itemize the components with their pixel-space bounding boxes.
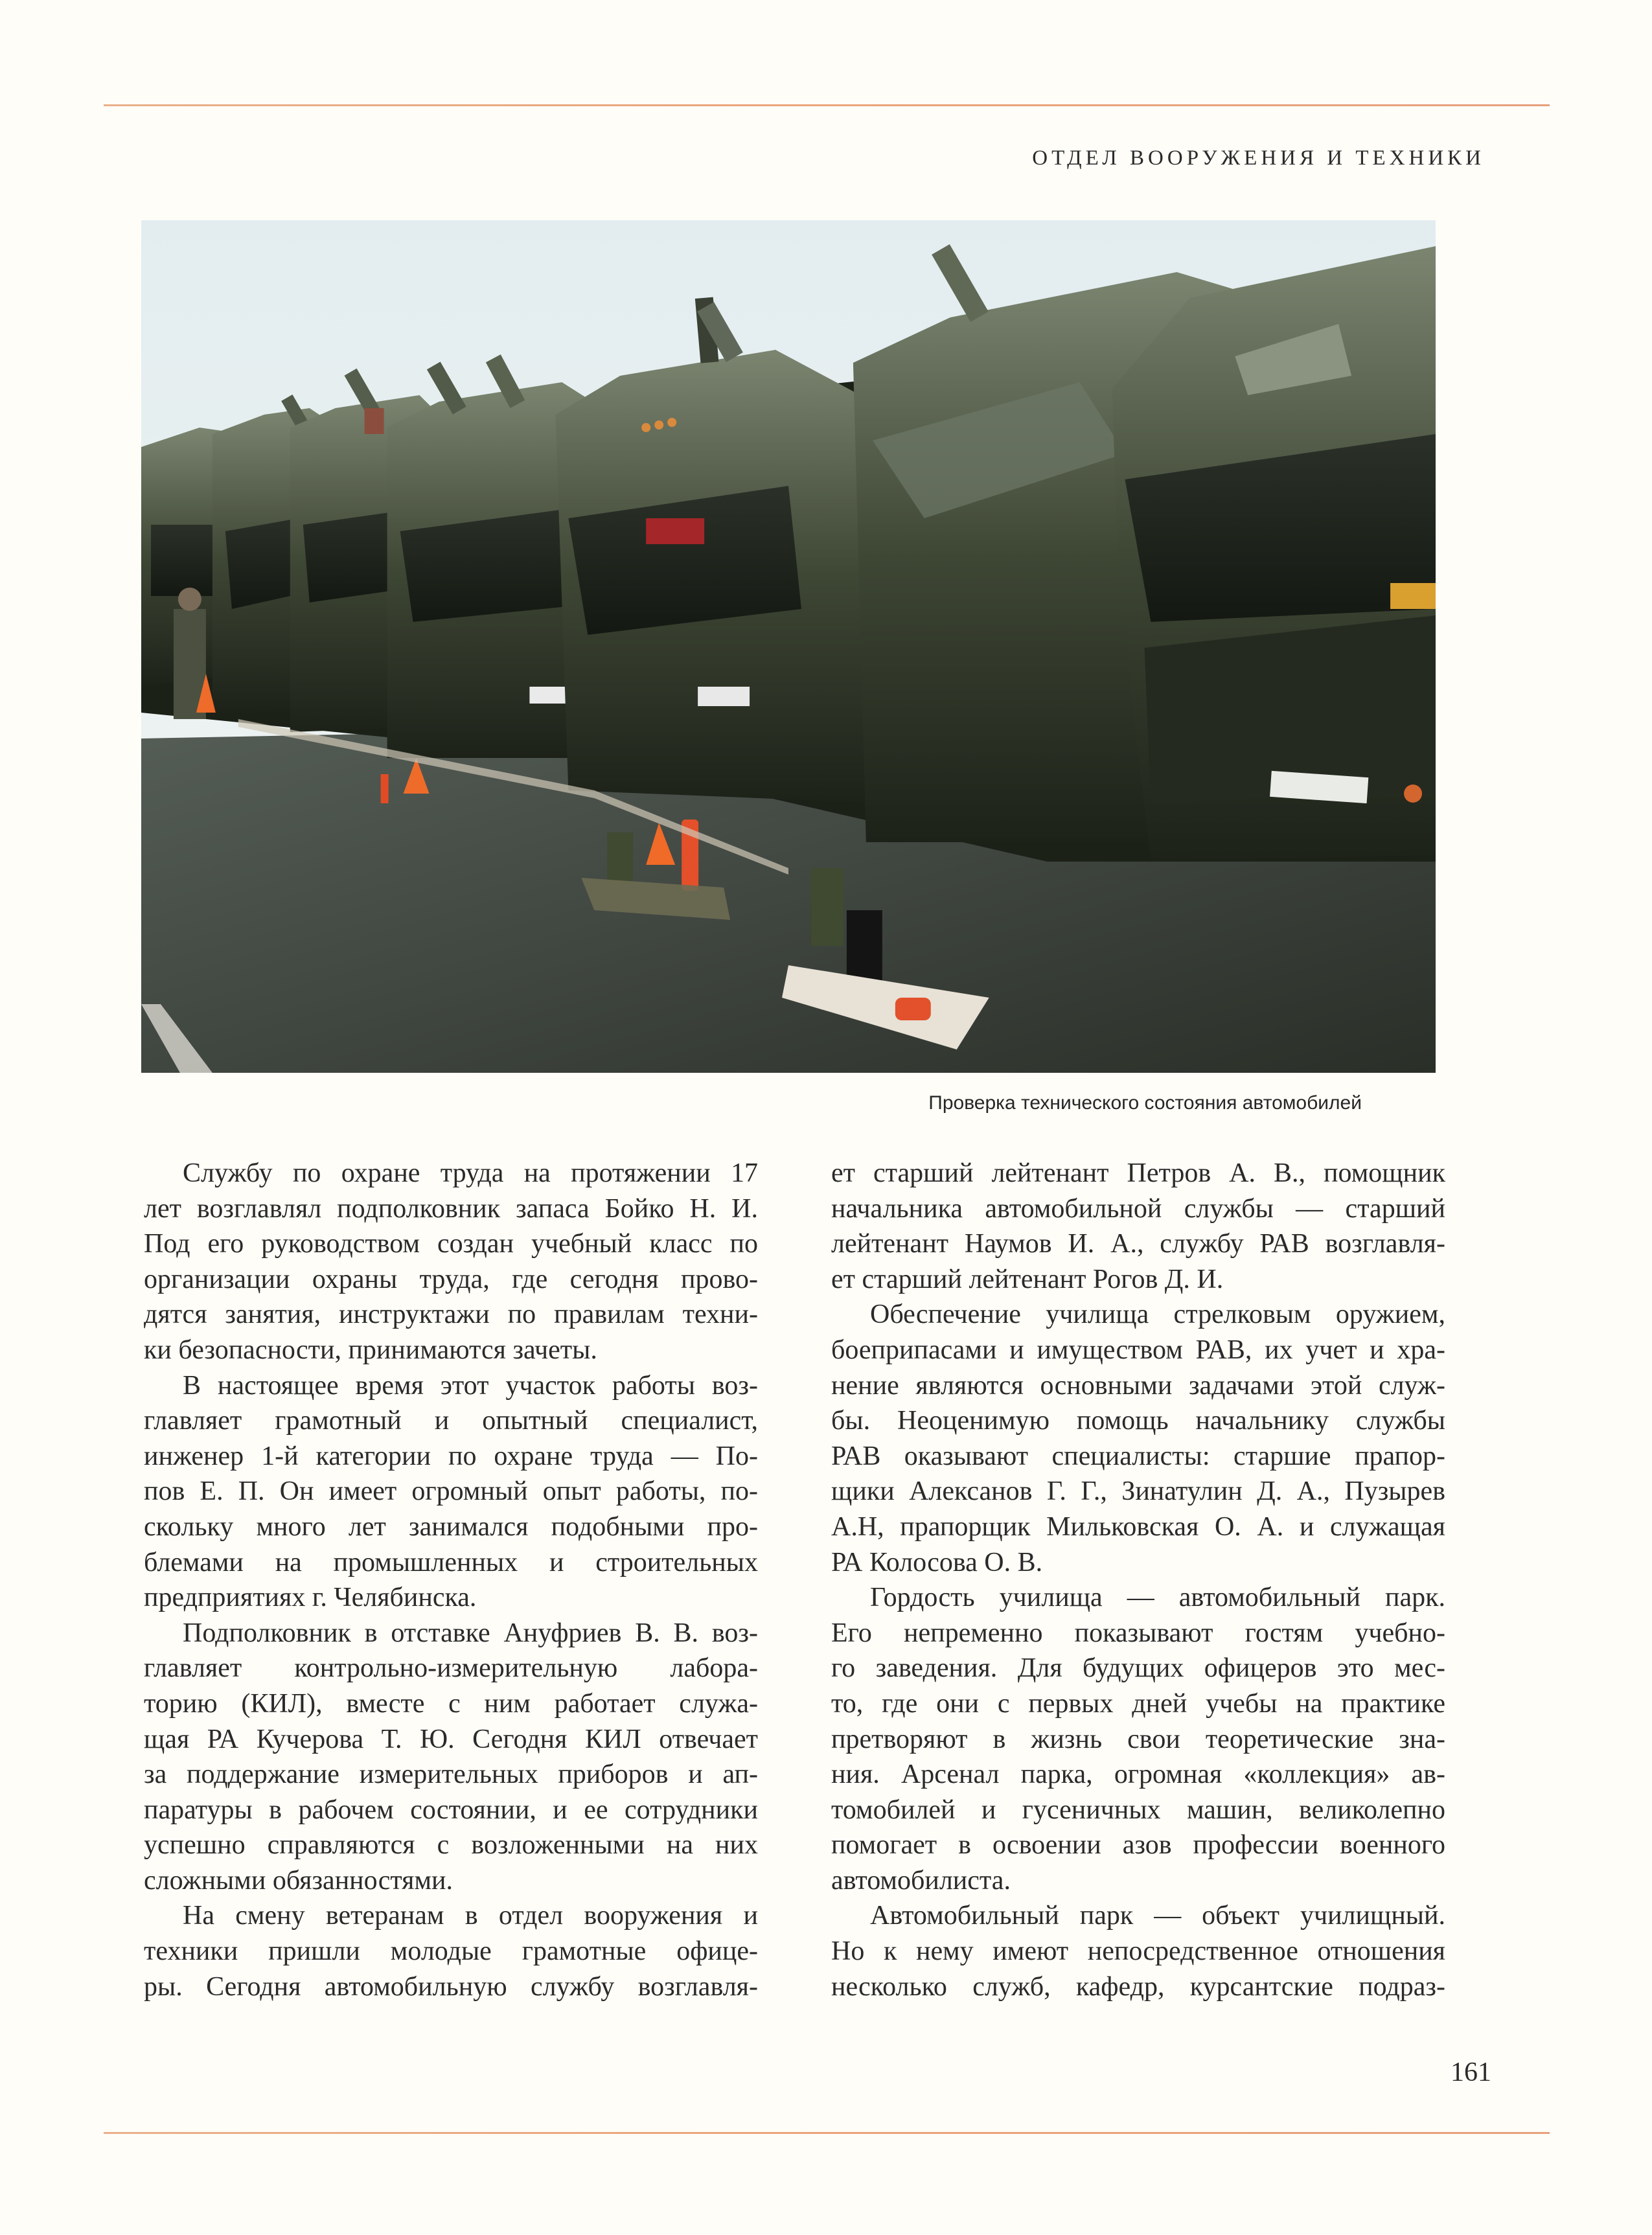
text-line: то, где они с первых дней учебы на практике [831,1688,1445,1719]
photo-trucks [141,220,1436,1073]
text-line: помогает в освоении азов профессии военного [831,1830,1445,1861]
text-line: пов Е. П. Он имеет огромный опыт работы, по- [144,1476,758,1507]
text-line: РАВ оказывают специалисты: старшие прапор- [831,1441,1445,1471]
paragraph-first-line: В настоящее время этот участок работы воз- [183,1370,758,1401]
text-line: нение являются основными задачами этой служ- [831,1370,1445,1401]
text-line: ет старший лейтенант Петров А. В., помощник [831,1158,1445,1188]
text-line: паратуры в рабочем состоянии, и ее сотрудники [144,1794,758,1825]
text-line: щики Алексанов Г. Г., Зинатулин Д. А., Пузырев [831,1476,1445,1507]
jerrycan [607,832,633,884]
marker-light [1404,785,1422,803]
text-line: главляет контрольно-измерительную лабора- [144,1653,758,1684]
license-plate [698,687,750,706]
text-line: за поддержание измерительных приборов и ап- [144,1759,758,1790]
text-line: успешно справляются с возложенными на них [144,1830,758,1861]
chimney [365,408,384,434]
text-line: щая РА Кучерова Т. Ю. Сегодня КИЛ отвечает [144,1724,758,1754]
text-column-right [831,1156,1445,2004]
text-line: Его непременно показывают гостям учебно- [831,1618,1445,1648]
text-line: предприятиях г. Челябинска. [144,1583,477,1613]
running-head: ОТДЕЛ ВООРУЖЕНИЯ И ТЕХНИКИ [1032,146,1485,170]
text-line: начальника автомобильной службы — старший [831,1193,1445,1224]
paragraph-first-line: Подполковник в отставке Ануфриев В. В. воз- [183,1618,758,1648]
page-number: 161 [1451,2057,1491,2087]
text-line: автомобилиста. [831,1865,1011,1896]
footer-rule [104,2132,1550,2134]
text-line: торию (КИЛ), вместе с ним работает служа- [144,1688,758,1719]
photo-illustration [141,220,1436,1073]
truck-7-front [1112,246,1436,862]
text-line: ры. Сегодня автомобильную службу возглавля- [144,1971,758,2002]
paragraph-first-line: На смену ветеранам в отдел вооружения и [183,1901,758,1931]
text-line: го заведения. Для будущих офицеров это мес- [831,1653,1445,1684]
paragraph-first-line: Гордость училища — автомобильный парк. [870,1583,1445,1613]
text-line: А.Н, прапорщик Мильковская О. А. и служащая [831,1511,1445,1542]
text-line: ет старший лейтенант Рогов Д. И. [831,1264,1224,1294]
text-line: техники пришли молодые грамотные офице- [144,1936,758,1967]
text-line: Но к нему имеют непосредственное отношения [831,1936,1445,1967]
text-line: дятся занятия, инструктажи по правилам техни- [144,1300,758,1330]
text-line: претворяют в жизнь свои теоретические зна- [831,1724,1445,1754]
text-line: РА Колосова О. В. [831,1547,1043,1577]
photo-caption: Проверка технического состояния автомобилей [928,1092,1362,1114]
fire-extinguisher [895,998,931,1020]
fire-extinguisher [381,774,389,803]
text-line: лейтенант Наумов И. А., службу РАВ возглавля- [831,1229,1445,1259]
text-line: ния. Арсенал парка, огромная «коллекция» ав- [831,1759,1445,1790]
jerrycan [811,868,843,946]
text-line: организации охраны труда, где сегодня прово- [144,1264,758,1294]
paragraph-first-line: Службу по охране труда на протяжении 17 [183,1158,758,1188]
text-line: скольку много лет занимался подобными про- [144,1511,758,1542]
text-line: несколько служб, кафедр, курсантские подраз- [831,1971,1445,2002]
paragraph-first-line: Обеспечение училища стрелковым оружием, [870,1300,1445,1330]
text-line: лет возглавлял подполковник запаса Бойко Н. И. [144,1193,758,1224]
text-line: бы. Неоценимую помощь начальнику службы [831,1406,1445,1436]
tool-case [847,910,882,981]
text-line: боеприпасами и имуществом РАВ, их учет и хра- [831,1335,1445,1365]
text-line: сложными обязанностями. [144,1865,453,1896]
header-rule [104,104,1550,106]
text-line: блемами на промышленных и строительных [144,1547,758,1577]
text-column-left [144,1156,758,2004]
text-line: главляет грамотный и опытный специалист, [144,1406,758,1436]
dash-sign [1390,583,1436,609]
paragraph-first-line: Автомобильный парк — объект училищный. [870,1901,1445,1931]
text-line: ки безопасности, принимаются зачеты. [144,1335,597,1365]
text-line: Под его руководством создан учебный класс по [144,1229,758,1259]
text-line: томобилей и гусеничных машин, великолепно [831,1794,1445,1825]
text-line: инженер 1-й категории по охране труда — По- [144,1441,758,1471]
